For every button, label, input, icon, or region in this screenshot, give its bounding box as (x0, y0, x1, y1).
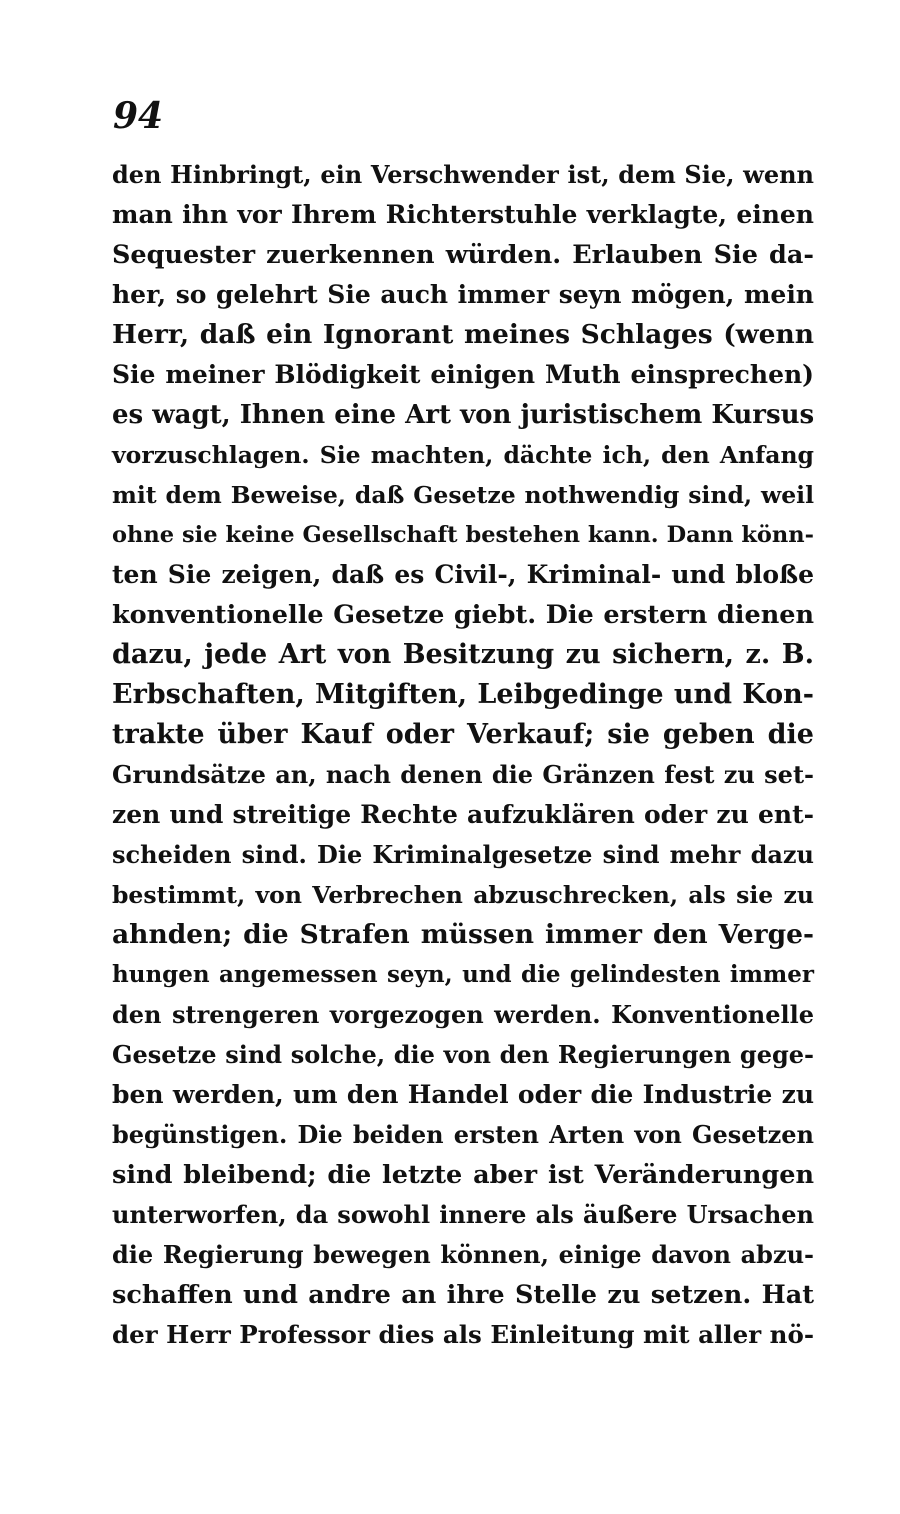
text-line: bestimmt, von Verbrechen abzuschrecken, als sie zu (112, 881, 814, 909)
text-line: hungen angemessen seyn, und die gelindesten immer (112, 961, 814, 988)
text-line: den strengeren vorgezogen werden. Konventionelle (112, 1000, 814, 1029)
text-line: Sequester zuerkennen würden. Erlauben Sie da- (112, 240, 814, 270)
text-line: Herr, daß ein Ignorant meines Schlages (wenn (112, 319, 814, 350)
text-line: ben werden, um den Handel oder die Industrie zu (112, 1080, 814, 1109)
text-line: ohne sie keine Gesellschaft bestehen kann. Dann könn- (112, 522, 814, 548)
text-line: es wagt, Ihnen eine Art von juristischem Kursus (112, 400, 815, 430)
text-line: ahnden; die Strafen müssen immer den Verge- (112, 919, 814, 950)
text-line: die Regierung bewegen können, einige davon abzu- (112, 1240, 814, 1269)
text-line: mit dem Beweise, daß Gesetze nothwendig sind, weil (112, 481, 814, 509)
text-line: trakte über Kauf oder Verkauf; sie geben die (112, 719, 814, 750)
text-line: sind bleibend; die letzte aber ist Veränderungen (112, 1160, 814, 1190)
text-line: der Herr Professor dies als Einleitung mit aller nö- (112, 1320, 814, 1349)
text-line: Grundsätze an, nach denen die Gränzen fest zu set- (112, 760, 814, 789)
text-line: ten Sie zeigen, daß es Civil-, Kriminal- und bloße (112, 560, 814, 589)
text-line: vorzuschlagen. Sie machten, dächte ich, den Anfang (112, 441, 814, 469)
text-line: Sie meiner Blödigkeit einigen Muth einsprechen) (112, 360, 814, 389)
text-line: konventionelle Gesetze giebt. Die erstern dienen (112, 600, 814, 630)
text-line: den Hinbringt, ein Verschwender ist, dem Sie, wenn (112, 160, 814, 189)
text-line: dazu, jede Art von Besitzung zu sichern, z. B. (112, 639, 814, 670)
text-line: begünstigen. Die beiden ersten Arten von Gesetzen (112, 1120, 814, 1149)
text-line: scheiden sind. Die Kriminalgesetze sind mehr dazu (112, 840, 814, 869)
text-line: Gesetze sind solche, die von den Regierungen gege- (112, 1040, 814, 1069)
page-number: 94 (113, 95, 164, 137)
text-line: schaffen und andre an ihre Stelle zu setzen. Hat (112, 1280, 814, 1310)
text-line: zen und streitige Rechte aufzuklären oder zu ent- (112, 800, 814, 829)
text-line: her, so gelehrt Sie auch immer seyn mögen, mein (112, 280, 814, 309)
text-line: unterworfen, da sowohl innere als äußere Ursachen (112, 1200, 814, 1229)
text-line: Erbschaften, Mitgiften, Leibgedinge und Kon- (112, 679, 814, 710)
text-line: man ihn vor Ihrem Richterstuhle verklagte, einen (112, 200, 814, 229)
